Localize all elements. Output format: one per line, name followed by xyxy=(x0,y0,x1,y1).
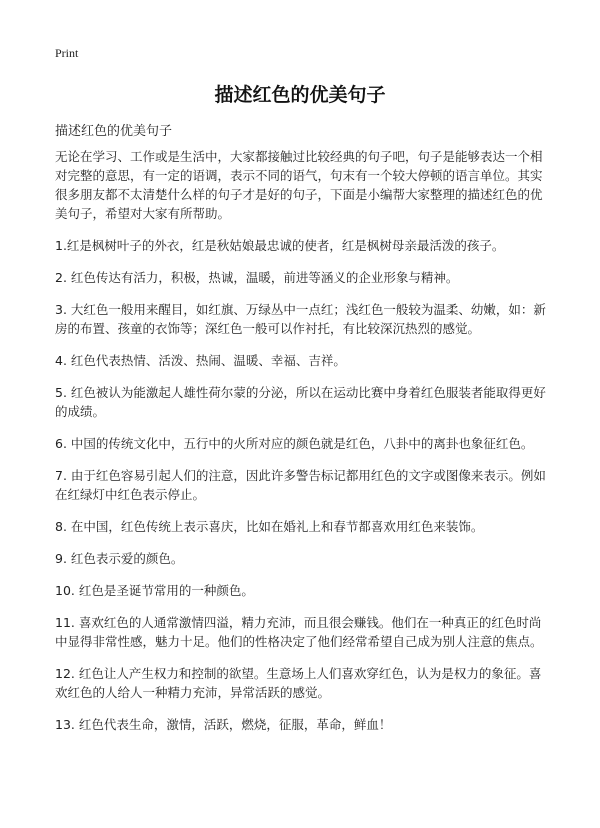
sentence-item-12: 12. 红色让人产生权力和控制的欲望。生意场上人们喜欢穿红色，认为是权力的象征。喜欢红色的人给人一种精力充沛，异常活跃的感觉。 xyxy=(55,666,542,700)
sentence-item-6: 6. 中国的传统文化中，五行中的火所对应的颜色就是红色，八卦中的离卦也象征红色。 xyxy=(55,436,534,451)
sentence-item-1: 1.红是枫树叶子的外衣，红是秋姑娘最忠诚的使者，红是枫树母亲最活泼的孩子。 xyxy=(55,238,505,253)
sentence-item-5: 5. 红色被认为能激起人雄性荷尔蒙的分泌，所以在运动比赛中身着红色服装者能取得更好的成绩。 xyxy=(55,385,546,419)
page-title: 描述红色的优美句子 xyxy=(214,84,386,106)
sentence-item-4: 4. 红色代表热情、活泼、热闹、温暖、幸福、吉祥。 xyxy=(55,353,346,368)
sentence-item-7: 7. 由于红色容易引起人们的注意，因此许多警告标记都用红色的文字或图像来表示。例如在红绿灯中红色表示停止。 xyxy=(55,468,546,502)
article-subtitle: 描述红色的优美句子 xyxy=(55,124,173,139)
article-body xyxy=(55,147,551,747)
sentence-item-3: 3. 大红色一般用来醒目，如红旗、万绿丛中一点红；浅红色一般较为温柔、幼嫩，如：新房的布置、孩童的衣饰等；深红色一般可以作衬托，有比较深沉热烈的感觉。 xyxy=(55,302,546,336)
sentence-item-10: 10. 红色是圣诞节常用的一种颜色。 xyxy=(55,583,254,598)
sentence-item-13: 13. 红色代表生命，激情，活跃，燃烧，征服，革命，鲜血！ xyxy=(55,717,392,732)
sentence-item-11: 11. 喜欢红色的人通常激情四溢，精力充沛，而且很会赚钱。他们在一种真正的红色时尚中显得非常性感，魅力十足。他们的性格决定了他们经常希望自己成为别人注意的焦点。 xyxy=(55,615,543,649)
intro-paragraph: 无论在学习、工作或是生活中，大家都接触过比较经典的句子吧，句子是能够表达一个相对完整的意思，有一定的语调，表示不同的语气，句末有一个较大停顿的语言单位。其实很多朋友都不太清楚什么样的句子才是好的句子，下面是小编帮大家整理的描述红色的优美句子，希望对大家有所帮助。 xyxy=(55,149,543,221)
sentence-item-9: 9. 红色表示爱的颜色。 xyxy=(55,551,184,566)
sentence-item-2: 2. 红色传达有活力，积极，热诚，温暖，前进等涵义的企业形象与精神。 xyxy=(55,270,459,285)
sentence-item-8: 8. 在中国，红色传统上表示喜庆，比如在婚礼上和春节都喜欢用红色来装饰。 xyxy=(55,519,484,534)
print-link[interactable]: Print xyxy=(55,46,79,60)
